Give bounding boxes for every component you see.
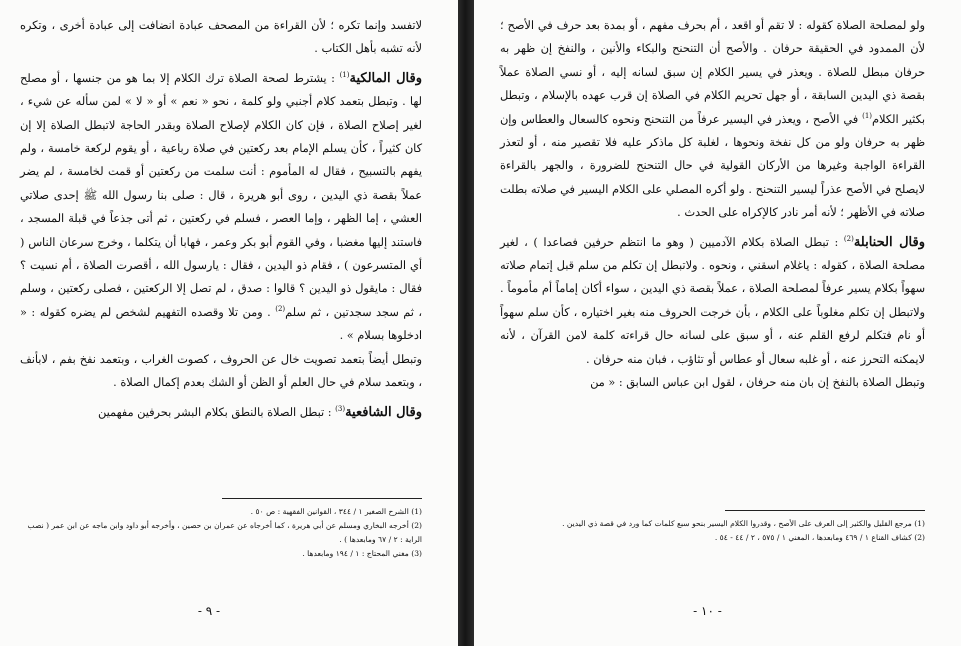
paragraph-text: . ومن تلا وقصده التفهيم لشخص لم يضره كقوله : « ادخلوها بسلام » . <box>20 305 422 343</box>
left-footnotes-area <box>20 498 422 561</box>
footnote-marker: (1) <box>339 71 350 80</box>
paragraph <box>20 14 422 61</box>
paragraph <box>20 67 422 348</box>
footnote-marker: (2) <box>843 234 854 243</box>
left-footnotes <box>20 505 422 561</box>
right-page <box>474 0 961 646</box>
section-heading: وقال المالكية <box>349 70 423 86</box>
right-page-body <box>500 14 925 395</box>
page-number: - ٩ - <box>197 604 221 618</box>
paragraph-text: لاتفسد وإنما تكره ؛ لأن القراءة من المصحف عبادة انضافت إلى عبادة أخرى ، وتكره لأنه تشبه بأهل الكتاب . <box>20 19 422 56</box>
paragraph <box>500 371 925 394</box>
section-heading: وقال الحنابلة <box>853 234 925 250</box>
paragraph-text: في الأصح ، ويعذر في اليسير عرفاً من التنحنح ونحوه كالسعال والعطاس وإن ظهر به حرفان ولو من كل نفخة ونحوها ، لغلبة كل ماذكر عليه فلا تقصير منه ، أو لتعذر القراءة الواجبة وغيرها من الأركان القولية في حال التنحنح للضرورة ، والجهر بالقراءة لايصلح في الأصح عذراً ليسير التنحنح . ولو أكره المصلي على الكلام اليسير في صلاته بطلت صلاته في الأظهر ؛ لأنه أمر نادر كالإكراه على الحدث . <box>500 112 925 220</box>
footnote-marker: (3) <box>335 404 346 413</box>
footnote: (1) الشرح الصغير ١ / ٣٤٤ ، القوانين الفقهية : ص ٥٠ . <box>250 507 422 516</box>
footnote-marker: (2) <box>275 305 286 314</box>
book-spine <box>458 0 474 646</box>
paragraph <box>500 231 925 371</box>
paragraph-text: وتبطل الصلاة بالنفخ إن بان منه حرفان ، لقول ابن عباس السابق : « من <box>590 376 925 390</box>
paragraph <box>500 14 925 225</box>
footnote: (2) أخرجه البخاري ومسلم عن أبي هريرة ، كما أخرجاه عن عمران بن حصين ، وأخرجه أبو داود وابن ماجه عن ابن عمر ( نصب الراية : ٢ / ٦٧ ومابعدها ) . <box>27 521 422 544</box>
paragraph-text: وتبطل أيضاً بتعمد تصويت خال عن الحروف ، كصوت الغراب ، وبتعمد نفخ بفم ، لابأنف ، وبتعمد سلام في حال العلم أو الظن أو الشك بعدم إكمال الصلاة . <box>20 352 422 390</box>
footnote: (3) مغني المحتاج : ١ / ١٩٤ ومابعدها . <box>302 549 422 558</box>
paragraph <box>20 348 422 395</box>
paragraph-text: ولو لمصلحة الصلاة كقوله : لا تقم أو اقعد ، أم بحرف مفهم ، أو بمدة بعد حرف في الأصح ؛ لأن الممدود في الحقيقة حرفان . والأصح أن التنحنح والبكاء والأنين ، والنفخ إن ظهر به حرفان مبطل للصلاة . ويعذر في يسير الكلام إن سبق لسانه إليه ، أو نسي الصلاة عملاً بقصة ذي اليدين السابقة ، أو جهل تحريم الكلام في الصلاة إن قرب عهده بالإسلام ، وتبطل بكثير الكلام <box>500 19 925 126</box>
footnote: (2) كشاف القناع ١ / ٤٦٩ ومابعدها ، المغني ١ / ٥٧٥ ، ٢ / ٤٤ - ٥٤ . <box>714 533 925 542</box>
footnote-divider <box>222 498 422 499</box>
paragraph-text: : تبطل الصلاة بالنطق بكلام البشر بحرفين مفهمين <box>98 405 336 419</box>
paragraph-text: : تبطل الصلاة بكلام الآدميين ( وهو ما انتظم حرفين فصاعدا ) ، لغير مصلحة الصلاة ، كقوله : ياغلام اسقني ، ونحوه . ولاتبطل إن تكلم من سلم قبل إتمام صلاته سهواً بكلام يسير عرفاً لمصلحة الصلاة ، عملاً بقصة ذي اليدين ، سواء أكان إماماً أم مأموماً . ولاتبطل إن تكلم مغلوباً على الكلام ، بأن خرجت الحروف منه بغير اختياره ، كأن سلم سهواً أو نام فتكلم لرفع القلم عنه ، أو سبق على لسانه حال قراءته كلمة لامن القرآن ، لأنه لايمكنه التحرز عنه ، أو غلبه سعال أو عطاس أو تثاؤب ، فبان منه حرفان . <box>500 235 925 366</box>
paragraph <box>20 401 422 424</box>
footnote-marker: (1) <box>862 111 873 120</box>
right-footnotes <box>500 517 925 545</box>
footnote: (1) مرجع القليل والكثير إلى العرف على الأصح ، وقدروا الكلام اليسير بنحو سبع كلمات كما ورد في قصة ذي اليدين . <box>562 519 925 528</box>
section-heading: وقال الشافعية <box>345 404 422 420</box>
page-number: - ١٠ - <box>693 604 722 618</box>
footnote-divider <box>725 510 925 511</box>
paragraph-text: : يشترط لصحة الصلاة ترك الكلام إلا بما هو من جنسها ، أو مصلح لها . وتبطل بتعمد كلام أجنبي ولو كلمة ، نحو « نعم » أو « لا » لمن سأله عن شيء ، لغير إصلاح الصلاة ، فإن كان الكلام لإصلاح الصلاة وبقدر الحاجة لاتبطل الصلاة إلا إن كان كثيراً ، كأن يسلم الإمام بعد ركعتين في صلاة رباعية ، أو يقوم لركعة خامسة ، ولم يفهم بالتسبيح ، فقال له المأموم : أنت سلمت من ركعتين أو قمت لخامسة ، لم يضر عملاً بقصة ذي اليدين ، روى أبو هريرة ، قال : صلى بنا رسول الله ﷺ إحدى صلاتي العشي ، إما الظهر ، وإما العصر ، فسلم في ركعتين ، ثم أتى جذعاً في قبلة المسجد ، فاستند إليها مغضبا ، وفي القوم أبو بكر وعمر ، فهابا أن يتكلما ، وخرج سرعان الناس ( أي المتسرعون ) ، فقام ذو اليدين ، فقال : يارسول الله ، أقصرت الصلاة ، أم نسيت ؟ فقال : مايقول ذو اليدين ؟ قالوا : صدق ، لم تصل إلا الركعتين ، فصلى ركعتين ، وسلم ، ثم سجد سجدتين ، ثم سلم <box>20 71 422 319</box>
right-footnotes-area <box>500 510 925 545</box>
left-page-body <box>20 14 422 424</box>
left-page <box>0 0 458 646</box>
